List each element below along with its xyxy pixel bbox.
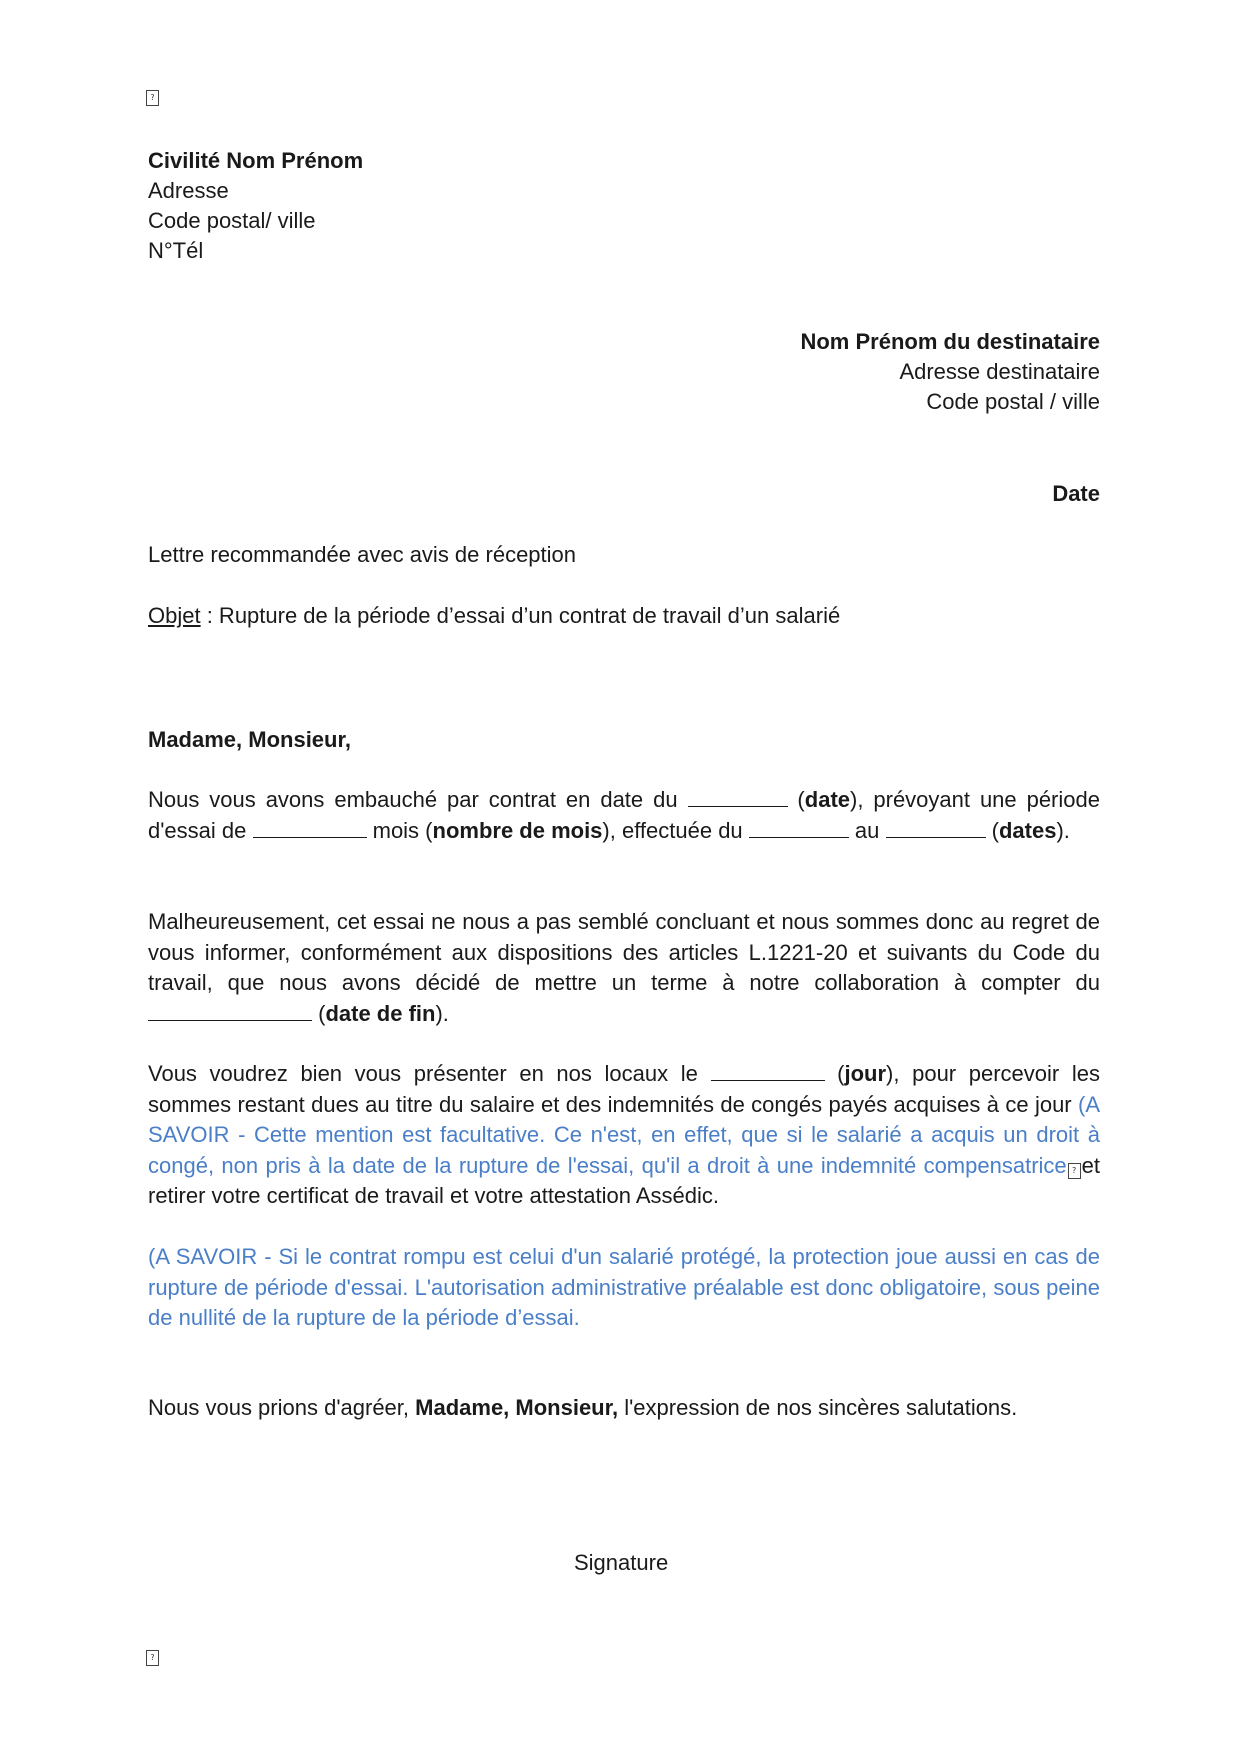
subject-line (148, 601, 840, 631)
paragraph-termination (148, 907, 1100, 1029)
placeholder-glyph-icon: ? (1068, 1163, 1081, 1179)
closing-line (148, 1393, 1017, 1423)
para1-bold-3: dates (998, 817, 1057, 843)
header-mark (146, 80, 159, 106)
closing-text-1: Nous vous prions d'agréer, (148, 1395, 416, 1420)
para3-text-1: Vous voudrez bien vous présenter en nos locaux le (148, 1061, 711, 1086)
closing-text-2: l'expression de nos sincères salutations. (618, 1395, 1018, 1420)
blank-end-date (886, 817, 986, 838)
paragraph-protected-employee-note: (A SAVOIR - Si le contrat rompu est celui d'un salarié protégé, la protection joue aussi en cas de rupture de période d'essai. L'autorisation administrative préalable est donc obligatoire, sous peine de nullité de la rupture de la période d’essai. (148, 1244, 1100, 1330)
para1-text-7: ( (985, 817, 999, 843)
para3-bold-1: jour (844, 1061, 887, 1086)
blank-months (253, 817, 367, 838)
para1-text-3: ), prévoyant une période d'essai de (148, 787, 1100, 843)
para1-text-8: ). (1056, 817, 1070, 843)
para1-text-2: ( (787, 787, 805, 812)
placeholder-glyph-icon: ? (146, 1650, 159, 1666)
para2-text-2: ( (312, 1000, 326, 1026)
para2-text-1: Malheureusement, cet essai ne nous a pas semblé concluant et nous sommes donc au regret de vous informer, conformément aux dispositions des articles L.1221-20 et suivants du Code du travail, que nous avons décidé de mettre un terme à notre collaboration à compter du (148, 909, 1100, 995)
para1-bold-2: nombre de mois (432, 817, 603, 843)
para1-bold-1: date (804, 787, 851, 812)
para2-text-3: ). (435, 1000, 449, 1026)
paragraph-payment (148, 1059, 1100, 1212)
para3-note-optional: (A SAVOIR - Cette mention est facultative. Ce n'est, en effet, que si le salarié a acquis un droit à congé, non pris à la date de la rupture de l'essai, qu'il a droit à une indemnité compensatrice (148, 1091, 1100, 1178)
recipient-postal: Code postal / ville (926, 389, 1100, 414)
sender-name: Civilité Nom Prénom (148, 148, 364, 173)
paragraph-hiring (148, 785, 1100, 846)
footer-mark (146, 1640, 159, 1666)
para3-text-2: ( (824, 1061, 845, 1086)
subject-label: Objet (148, 603, 201, 628)
date-block (700, 479, 1100, 509)
sender-postal: Code postal/ ville (148, 208, 316, 233)
sender-address: Adresse (148, 178, 229, 203)
para1-text-1: Nous vous avons embauché par contrat en date du (148, 787, 688, 812)
recipient-name: Nom Prénom du destinataire (800, 329, 1100, 354)
para1-text-6: au (848, 817, 886, 843)
signature-label: Signature (574, 1550, 669, 1575)
blank-day (711, 1060, 825, 1081)
blank-start-date (749, 817, 849, 838)
para3-text-4: et retirer votre certificat de travail et votre attestation Assédic. (148, 1152, 1100, 1208)
para1-text-5: ), effectuée du (602, 817, 749, 843)
subject-text: : Rupture de la période d’essai d’un contrat de travail d’un salarié (200, 603, 841, 628)
blank-hire-date (688, 786, 788, 807)
date-label: Date (1052, 481, 1100, 506)
blank-termination-date (148, 1000, 312, 1021)
letter-type: Lettre recommandée avec avis de réception (148, 542, 577, 567)
para1-text-4: mois ( (366, 817, 433, 843)
para2-bold-1: date de fin (325, 1000, 436, 1026)
recipient-block (700, 327, 1100, 417)
sender-phone: N°Tél (148, 238, 204, 263)
closing-bold: Madame, Monsieur, (415, 1395, 619, 1420)
para3-text-3: ), pour percevoir les sommes restant dues au titre du salaire et des indemnités de congés payés acquises à ce jour (148, 1061, 1100, 1117)
sender-block (148, 146, 363, 266)
recipient-address: Adresse destinataire (899, 359, 1100, 384)
placeholder-glyph-icon: ? (146, 90, 159, 106)
salutation: Madame, Monsieur, (148, 727, 351, 752)
